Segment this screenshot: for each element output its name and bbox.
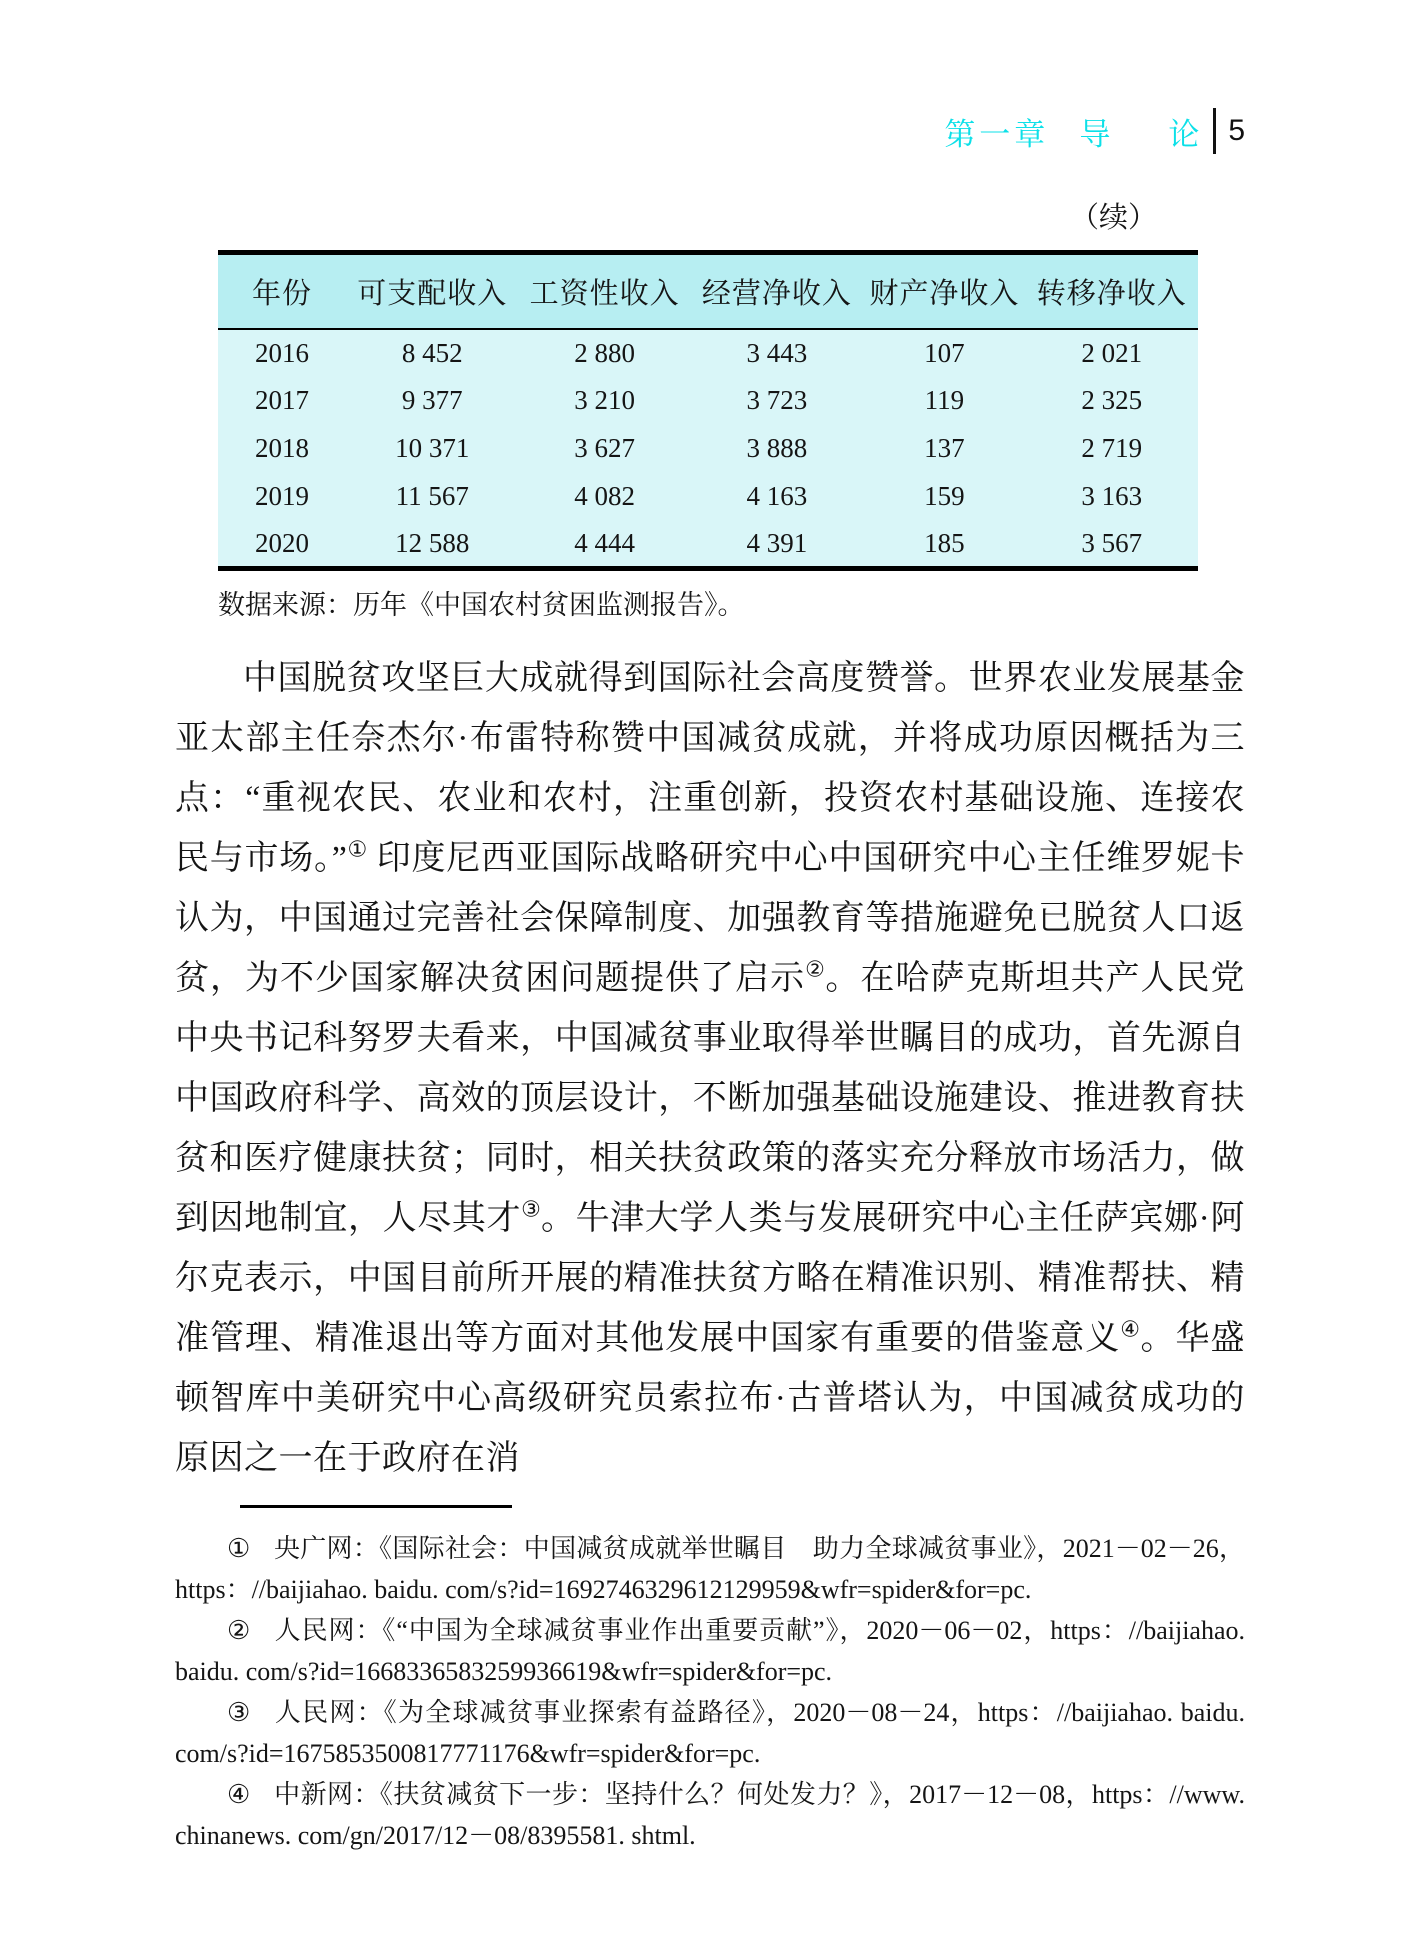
- table-cell: 2 325: [1026, 377, 1198, 425]
- footnote-ref-3: ③: [521, 1196, 541, 1222]
- table-cell: 3 567: [1026, 521, 1198, 569]
- footnote-ref-4: ④: [1120, 1316, 1141, 1342]
- table-row: [218, 473, 1198, 521]
- footnote-marker: ④: [227, 1780, 251, 1809]
- column-header-wage-income: 工资性收入: [518, 253, 690, 329]
- income-table: [218, 250, 1198, 571]
- table-cell: 4 082: [518, 473, 690, 521]
- footnote-marker: ②: [227, 1616, 252, 1645]
- table-cell: 8 452: [346, 329, 518, 377]
- page-number: 5: [1228, 114, 1245, 147]
- column-header-disposable-income: 可支配收入: [346, 253, 518, 329]
- table-cell: 3 888: [691, 425, 863, 473]
- table-cell: 3 210: [518, 377, 690, 425]
- footnote-ref-1: ①: [347, 836, 368, 862]
- table-cell: 2018: [218, 425, 346, 473]
- table-cell: 2 021: [1026, 329, 1198, 377]
- table-cell: 2 880: [518, 329, 690, 377]
- column-header-year: 年份: [218, 253, 346, 329]
- table-cell: 2016: [218, 329, 346, 377]
- footnote-text: 央广网：《国际社会：中国减贫成就举世瞩目 助力全球减贫事业》，2021－02－26，https：//baijiahao. baidu. com/s?id=1692746329612129959&wfr=spider&for=pc.: [175, 1534, 1245, 1604]
- footnote-marker: ①: [227, 1534, 251, 1563]
- table-cell: 2 719: [1026, 425, 1198, 473]
- table-cell: 2019: [218, 473, 346, 521]
- footnote-item: [175, 1774, 1245, 1856]
- footnote-divider: [240, 1505, 512, 1508]
- footnote-marker: ③: [227, 1698, 252, 1727]
- column-header-property-income: 财产净收入: [863, 253, 1026, 329]
- table-source-note: 数据来源：历年《中国农村贫困监测报告》。: [218, 590, 745, 620]
- footnote-item: [175, 1692, 1245, 1774]
- body-segment: 印度尼西亚国际战略研究中心中国研究中心主任维罗妮卡认为，中国通过完善社会保障制度、加强教育等措施避免已脱贫人口返贫，为不少国家解决贫困问题提供了启示: [175, 840, 1245, 997]
- page-header: [175, 106, 1245, 156]
- footnote-ref-2: ②: [805, 956, 826, 982]
- table-cell: 11 567: [346, 473, 518, 521]
- table-cell: 3 163: [1026, 473, 1198, 521]
- table-cell: 12 588: [346, 521, 518, 569]
- body-segment: 。华盛顿智库中美研究中心高级研究员索拉布·古普塔认为，中国减贫成功的原因之一在于政府在消: [175, 1320, 1246, 1477]
- table-cell: 3 723: [691, 377, 863, 425]
- table-row: [218, 425, 1198, 473]
- table-row: [218, 329, 1198, 377]
- table-row: [218, 521, 1198, 569]
- table-cell: 9 377: [346, 377, 518, 425]
- header-divider: [1213, 108, 1216, 154]
- chapter-title-word-2: 论: [1168, 116, 1200, 152]
- table-header-row: [218, 253, 1198, 329]
- table-cell: 119: [863, 377, 1026, 425]
- table-cell: 10 371: [346, 425, 518, 473]
- body-segment: 。牛津大学人类与发展研究中心主任萨宾娜·阿尔克表示，中国目前所开展的精准扶贫方略在精准识别、精准帮扶、精准管理、精准退出等方面对其他发展中国家有重要的借鉴意义: [175, 1200, 1245, 1357]
- table-cell: 107: [863, 329, 1026, 377]
- body-paragraph: [175, 649, 1245, 1489]
- footnotes-section: [175, 1528, 1245, 1856]
- table-row: [218, 377, 1198, 425]
- column-header-operating-income: 经营净收入: [691, 253, 863, 329]
- footnote-text: 人民网：《“中国为全球减贫事业作出重要贡献”》，2020－06－02，https：//baijiahao. baidu. com/s?id=1668336583259936619&wfr=spider&for=pc.: [175, 1616, 1246, 1686]
- table-cell: 3 627: [518, 425, 690, 473]
- table-cell: 4 391: [691, 521, 863, 569]
- footnote-text: 中新网：《扶贫减贫下一步：坚持什么？何处发力？》，2017－12－08，https：//www. chinanews. com/gn/2017/12－08/8395581. shtml.: [175, 1780, 1245, 1850]
- table-cell: 2017: [218, 377, 346, 425]
- table-cell: 3 443: [691, 329, 863, 377]
- chapter-title-word-1: 导: [1079, 116, 1111, 152]
- table-cell: 2020: [218, 521, 346, 569]
- table-cell: 137: [863, 425, 1026, 473]
- chapter-label: 第一章: [944, 116, 1050, 152]
- table-cell: 4 444: [518, 521, 690, 569]
- body-segment: 。在哈萨克斯坦共产人民党中央书记科努罗夫看来，中国减贫事业取得举世瞩目的成功，首先源自中国政府科学、高效的顶层设计，不断加强基础设施建设、推进教育扶贫和医疗健康扶贫；同时，相关扶贫政策的落实充分释放市场活力，做到因地制宜，人尽其才: [175, 960, 1246, 1237]
- column-header-transfer-income: 转移净收入: [1026, 253, 1198, 329]
- footnote-item: [175, 1528, 1245, 1610]
- table-cell: 159: [863, 473, 1026, 521]
- table-continued-label: （续）: [1069, 202, 1157, 234]
- body-segment: 中国脱贫攻坚巨大成就得到国际社会高度赞誉。世界农业发展基金亚太部主任奈杰尔·布雷特称赞中国减贫成就，并将成功原因概括为三点：“重视农民、农业和农村，注重创新，投资农村基础设施、连接农民与市场。”: [175, 660, 1245, 877]
- table-cell: 4 163: [691, 473, 863, 521]
- footnote-item: [175, 1610, 1245, 1692]
- footnote-text: 人民网：《为全球减贫事业探索有益路径》，2020－08－24，https：//baijiahao. baidu. com/s?id=1675853500817771176&wfr=spider&for=pc.: [175, 1698, 1245, 1768]
- table-cell: 185: [863, 521, 1026, 569]
